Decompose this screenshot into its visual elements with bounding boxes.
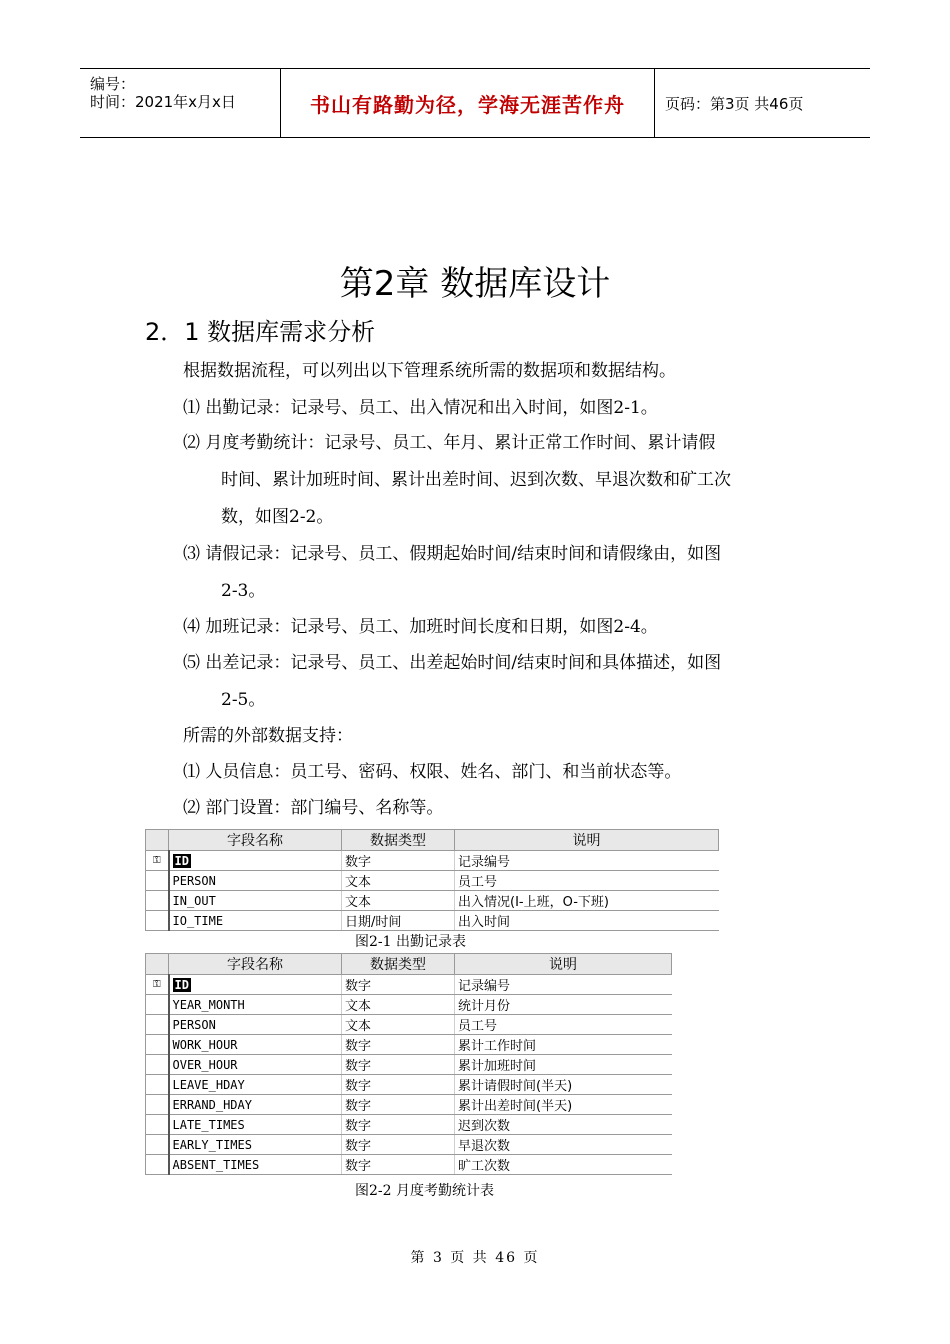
field-name-cell[interactable] [169, 1015, 342, 1035]
row-selector[interactable] [146, 1155, 169, 1175]
data-type-cell[interactable]: 文本 [342, 871, 455, 891]
list-item-2-line-2: 时间、累计加班时间、累计出差时间、迟到次数、早退次数和矿工次 [221, 470, 731, 490]
description-cell[interactable]: 累计出差时间(半天) [455, 1095, 672, 1115]
header-motto-cell [281, 69, 655, 137]
field-name-cell[interactable] [169, 891, 342, 911]
header-left-cell [80, 69, 281, 137]
header-page-info: 页码：第3页 共46页 [665, 94, 804, 113]
data-type-cell[interactable]: 数字 [342, 1115, 455, 1135]
field-name-cell[interactable] [169, 1035, 342, 1055]
row-selector[interactable] [146, 911, 169, 931]
row-selector[interactable] [146, 1015, 169, 1035]
description-cell[interactable]: 累计加班时间 [455, 1055, 672, 1075]
field-name: ID [174, 977, 189, 992]
field-name-cell[interactable] [169, 851, 342, 871]
column-header-type: 数据类型 [342, 954, 455, 975]
field-name-cell[interactable] [169, 1155, 342, 1175]
field-name-cell[interactable] [169, 911, 342, 931]
header-motto: 书山有路勤为径，学海无涯苦作舟 [310, 92, 625, 117]
intro-paragraph: 根据数据流程，可以列出以下管理系统所需的数据项和数据结构。 [183, 361, 676, 381]
field-name: PERSON [172, 1017, 216, 1032]
description-cell[interactable]: 员工号 [455, 871, 719, 891]
data-type-cell[interactable]: 文本 [342, 1015, 455, 1035]
column-header-desc: 说明 [455, 830, 719, 851]
data-type-cell[interactable]: 数字 [342, 1035, 455, 1055]
table-header-row [146, 954, 672, 975]
description-cell[interactable]: 员工号 [455, 1015, 672, 1035]
data-type-cell[interactable]: 文本 [342, 995, 455, 1015]
list-item-5-line-1: ⑸ 出差记录：记录号、员工、出差起始时间/结束时间和具体描述，如图 [183, 653, 722, 673]
list-item-3-line-1: ⑶ 请假记录：记录号、员工、假期起始时间/结束时间和请假缘由，如图 [183, 544, 722, 564]
description-cell[interactable]: 旷工次数 [455, 1155, 672, 1175]
table-row[interactable] [146, 891, 719, 911]
field-name: LATE_TIMES [172, 1117, 245, 1132]
table-row[interactable] [146, 851, 719, 871]
description-cell[interactable]: 记录编号 [455, 975, 672, 995]
field-name: LEAVE_HDAY [172, 1077, 245, 1092]
document-number-label: 编号： [90, 75, 136, 93]
field-name-cell[interactable] [169, 871, 342, 891]
field-name: IN_OUT [172, 893, 216, 908]
external-item-1: ⑴ 人员信息：员工号、密码、权限、姓名、部门、和当前状态等。 [183, 762, 682, 782]
data-type-cell[interactable]: 数字 [342, 975, 455, 995]
field-name: ID [174, 853, 189, 868]
primary-key-icon[interactable]: ⚿ [146, 975, 169, 995]
list-item-2-line-3: 数，如图2-2。 [221, 507, 334, 527]
field-name-cell[interactable] [169, 975, 342, 995]
row-selector[interactable] [146, 995, 169, 1015]
field-name: PERSON [172, 873, 216, 888]
field-name: ERRAND_HDAY [172, 1097, 252, 1112]
description-cell[interactable]: 统计月份 [455, 995, 672, 1015]
description-cell[interactable]: 出入时间 [455, 911, 719, 931]
field-name-cell[interactable] [169, 1135, 342, 1155]
header-right-cell [655, 69, 870, 137]
table-row[interactable] [146, 1155, 672, 1175]
table-row[interactable] [146, 995, 672, 1015]
list-item-3-line-2: 2-3。 [221, 581, 266, 601]
external-item-2: ⑵ 部门设置：部门编号、名称等。 [183, 798, 444, 818]
field-name-cell[interactable] [169, 1075, 342, 1095]
description-cell[interactable]: 累计请假时间(半天) [455, 1075, 672, 1095]
data-type-cell[interactable]: 数字 [342, 1095, 455, 1115]
table2-caption: 图2-2 月度考勤统计表 [355, 1183, 494, 1199]
list-item-4: ⑷ 加班记录：记录号、员工、加班时间长度和日期，如图2-4。 [183, 617, 658, 637]
description-cell[interactable]: 出入情况(I-上班，O-下班) [455, 891, 719, 911]
row-selector[interactable] [146, 1035, 169, 1055]
table-row[interactable] [146, 1035, 672, 1055]
external-data-intro: 所需的外部数据支持： [183, 726, 353, 746]
list-item-2-line-1: ⑵ 月度考勤统计：记录号、员工、年月、累计正常工作时间、累计请假 [183, 433, 716, 453]
field-name: ABSENT_TIMES [172, 1157, 260, 1172]
data-type-cell[interactable]: 数字 [342, 1075, 455, 1095]
page-header [80, 68, 870, 138]
description-cell[interactable]: 累计工作时间 [455, 1035, 672, 1055]
field-name-cell[interactable] [169, 1115, 342, 1135]
data-type-cell[interactable]: 数字 [342, 1155, 455, 1175]
column-header-type: 数据类型 [342, 830, 455, 851]
row-selector[interactable] [146, 1135, 169, 1155]
field-name: IO_TIME [172, 913, 224, 928]
data-type-cell[interactable]: 数字 [342, 851, 455, 871]
data-type-cell[interactable]: 数字 [342, 1135, 455, 1155]
field-name-cell[interactable] [169, 1055, 342, 1075]
table-row[interactable] [146, 871, 719, 891]
description-cell[interactable]: 早退次数 [455, 1135, 672, 1155]
page-footer: 第 3 页 共 46 页 [410, 1250, 540, 1266]
row-selector[interactable] [146, 1075, 169, 1095]
data-type-cell[interactable]: 数字 [342, 1055, 455, 1075]
field-name: YEAR_MONTH [172, 997, 245, 1012]
data-type-cell[interactable]: 日期/时间 [342, 911, 455, 931]
chapter-title: 第2章 数据库设计 [339, 264, 611, 304]
monthly-attendance-table [145, 953, 672, 1175]
field-name-cell[interactable] [169, 995, 342, 1015]
row-selector[interactable] [146, 891, 169, 911]
row-selector[interactable] [146, 1095, 169, 1115]
field-name: WORK_HOUR [172, 1037, 238, 1052]
field-name-cell[interactable] [169, 1095, 342, 1115]
table-row[interactable] [146, 1115, 672, 1135]
column-header-field: 字段名称 [169, 954, 342, 975]
section-title: 2．1 数据库需求分析 [145, 318, 376, 346]
table-body [146, 975, 672, 1175]
description-cell[interactable]: 记录编号 [455, 851, 719, 871]
row-selector-header [146, 830, 169, 851]
document-date: 时间：2021年x月x日 [90, 93, 236, 111]
table1-caption: 图2-1 出勤记录表 [355, 934, 466, 950]
list-item-5-line-2: 2-5。 [221, 690, 266, 710]
table-row[interactable] [146, 1135, 672, 1155]
row-selector-header [146, 954, 169, 975]
table-row[interactable] [146, 1075, 672, 1095]
table-row[interactable] [146, 1055, 672, 1075]
data-type-cell[interactable]: 文本 [342, 891, 455, 911]
description-cell[interactable]: 迟到次数 [455, 1115, 672, 1135]
row-selector[interactable] [146, 1115, 169, 1135]
field-name: OVER_HOUR [172, 1057, 238, 1072]
attendance-record-table [145, 829, 719, 931]
column-header-field: 字段名称 [169, 830, 342, 851]
row-selector[interactable] [146, 1055, 169, 1075]
table-body [146, 851, 719, 931]
primary-key-icon[interactable]: ⚿ [146, 851, 169, 871]
field-name: EARLY_TIMES [172, 1137, 252, 1152]
list-item-1: ⑴ 出勤记录：记录号、员工、出入情况和出入时间，如图2-1。 [183, 398, 658, 418]
column-header-desc: 说明 [455, 954, 672, 975]
table-row[interactable] [146, 1095, 672, 1115]
table-header-row [146, 830, 719, 851]
table-row[interactable] [146, 975, 672, 995]
table-row[interactable] [146, 911, 719, 931]
row-selector[interactable] [146, 871, 169, 891]
table-row[interactable] [146, 1015, 672, 1035]
